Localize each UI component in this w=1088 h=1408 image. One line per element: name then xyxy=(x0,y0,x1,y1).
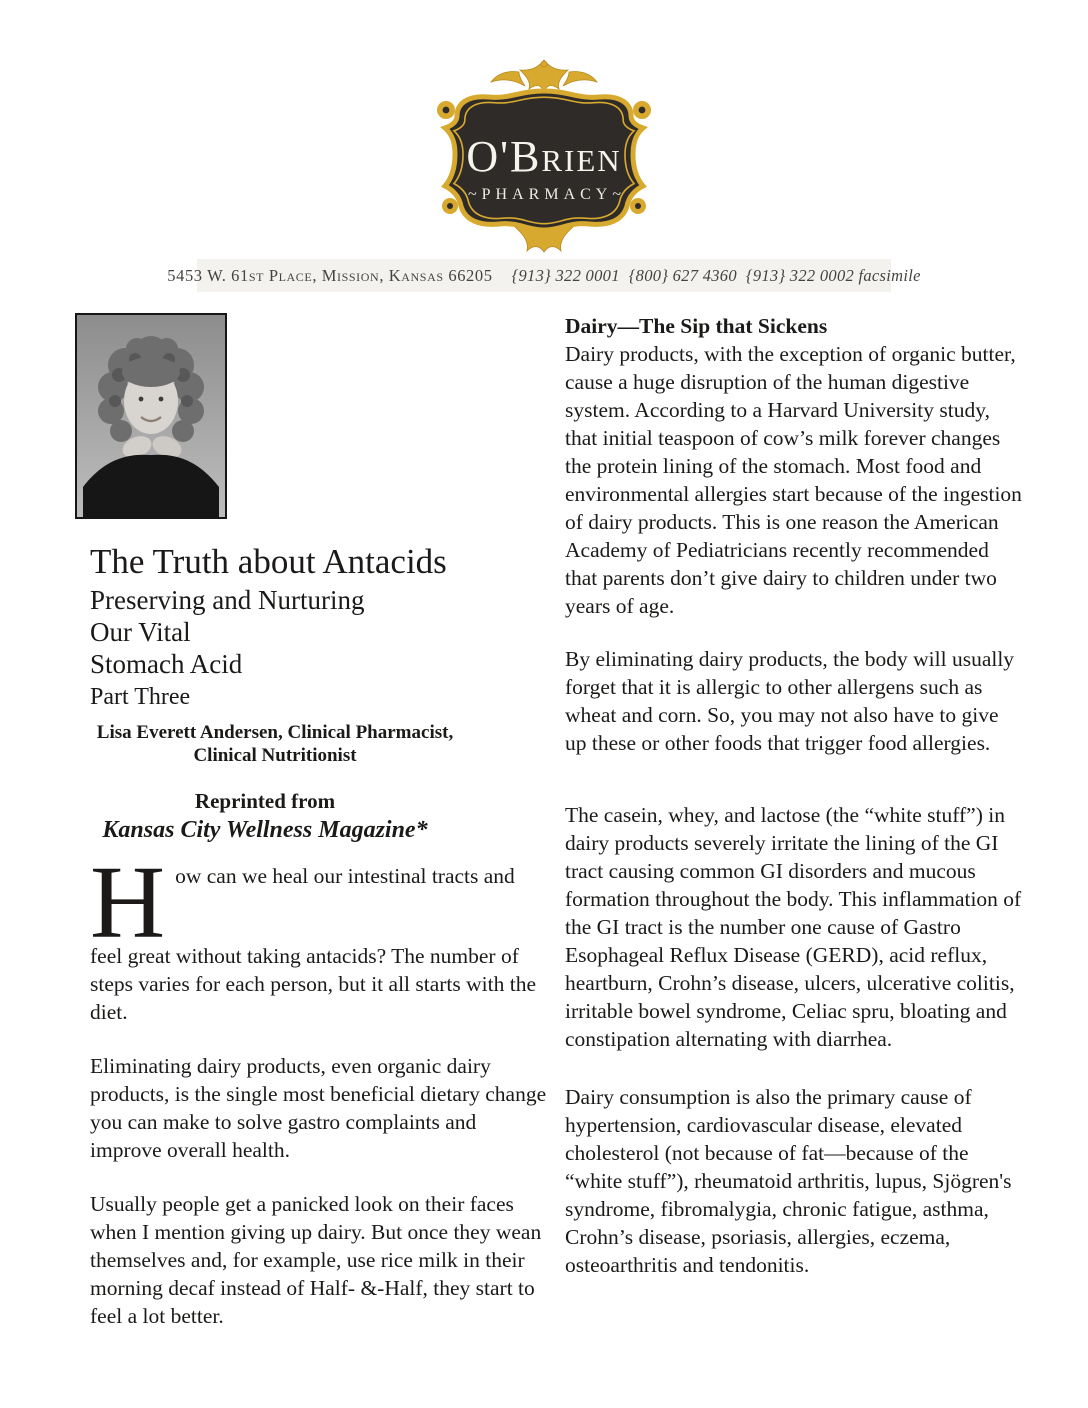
lead-paragraph xyxy=(90,845,547,960)
right-paragraph-2: By eliminating dairy products, the body will usually forget that it is allergic to other allergens such as wheat and corn. So, you may not also have to give up these or other foods that trigger food allergies. xyxy=(565,647,1015,755)
left-column xyxy=(75,313,547,1330)
article-subtitle-line-1: Preserving and Nurturing xyxy=(90,585,365,615)
right-paragraph-1: Dairy products, with the exception of organic butter, cause a huge disruption of the human digestive system. According to a Harvard University study, that initial teaspoon of cow’s milk forever changes the protein lining of the stomach. Most food and environmental allergies start because of the ingestion of dairy products. This is one reason the American Academy of Pediatricians recently recommended that parents don’t give dairy to children under two years of age. xyxy=(565,342,1022,618)
right-paragraph-4: Dairy consumption is also the primary cause of hypertension, cardiovascular disease, elevated cholesterol (not because of fat—because of the “white stuff”), rheumatoid arthritis, lupus, Sjögren's syndrome, fibromalygia, chronic fatigue, asthma, Crohn’s disease, psoriasis, allergies, eczema, osteoarthritis and tendonitis. xyxy=(565,1085,1012,1277)
section-heading: Dairy—The Sip that Sickens xyxy=(565,314,828,338)
drop-cap: H xyxy=(90,845,166,960)
author-line-1: Lisa Everett Andersen, Clinical Pharmacist, xyxy=(96,722,454,743)
portrait-photo xyxy=(75,313,227,519)
right-column xyxy=(565,312,1023,1279)
logo-sub-text: ~PHARMACY~ xyxy=(468,186,626,203)
left-paragraph-1: feel great without taking antacids? The number of steps varies for each person, but it all starts with the diet. xyxy=(90,944,537,1024)
article-title: The Truth about Antacids xyxy=(90,542,447,581)
author-byline xyxy=(75,721,475,767)
article-part-label: Part Three xyxy=(90,684,191,710)
article-subtitle-line-2: Our Vital xyxy=(90,617,191,647)
pharmacy-logo-badge-icon xyxy=(419,58,669,256)
reprint-source: Kansas City Wellness Magazine* xyxy=(102,817,428,843)
author-line-2: Clinical Nutritionist xyxy=(193,745,357,766)
logo-name-text: O'Brien xyxy=(466,132,622,181)
left-paragraph-3: Usually people get a panicked look on their faces when I mention giving up dairy. But once they wean themselves and, for example, use rice milk in their morning decaf instead of Half- &-Half, they start to feel a lot better. xyxy=(90,1192,542,1328)
left-paragraph-2: Eliminating dairy products, even organic dairy products, is the single most beneficial dietary change you can make to solve gastro complaints and improve overall health. xyxy=(90,1054,547,1162)
logo-top-crest xyxy=(491,60,597,91)
portrait-photo-image xyxy=(77,315,225,517)
address-phone-3: {913} 322 0002 facsimile xyxy=(745,265,921,285)
right-paragraph-3: The casein, whey, and lactose (the “white stuff”) in dairy products severely irritate the lining of the GI tract causing common GI disorders and mucous formation throughout the body. This inflammation of the GI tract is the number one cause of Gastro Esophageal Reflux Disease (GERD), acid reflux, heartburn, Crohn’s disease, ulcers, ulcerative colitis, irritable bowel syndrome, Celiac spru, bloating and constipation alternating with diarrhea. xyxy=(565,803,1022,1051)
reprint-label: Reprinted from xyxy=(194,789,336,813)
lead-line: ow can we heal our intestinal tracts and xyxy=(175,864,515,888)
address-street: 5453 W. 61st Place, Mission, Kansas 66205 xyxy=(167,265,493,285)
reprint-note xyxy=(75,788,455,847)
address-phone-1: {913} 322 0001 xyxy=(511,265,620,285)
article-subtitle-line-3: Stomach Acid xyxy=(90,649,243,679)
address-strip xyxy=(167,259,921,292)
pharmacy-logo xyxy=(419,58,669,256)
address-phone-2: {800} 627 4360 xyxy=(628,265,737,285)
